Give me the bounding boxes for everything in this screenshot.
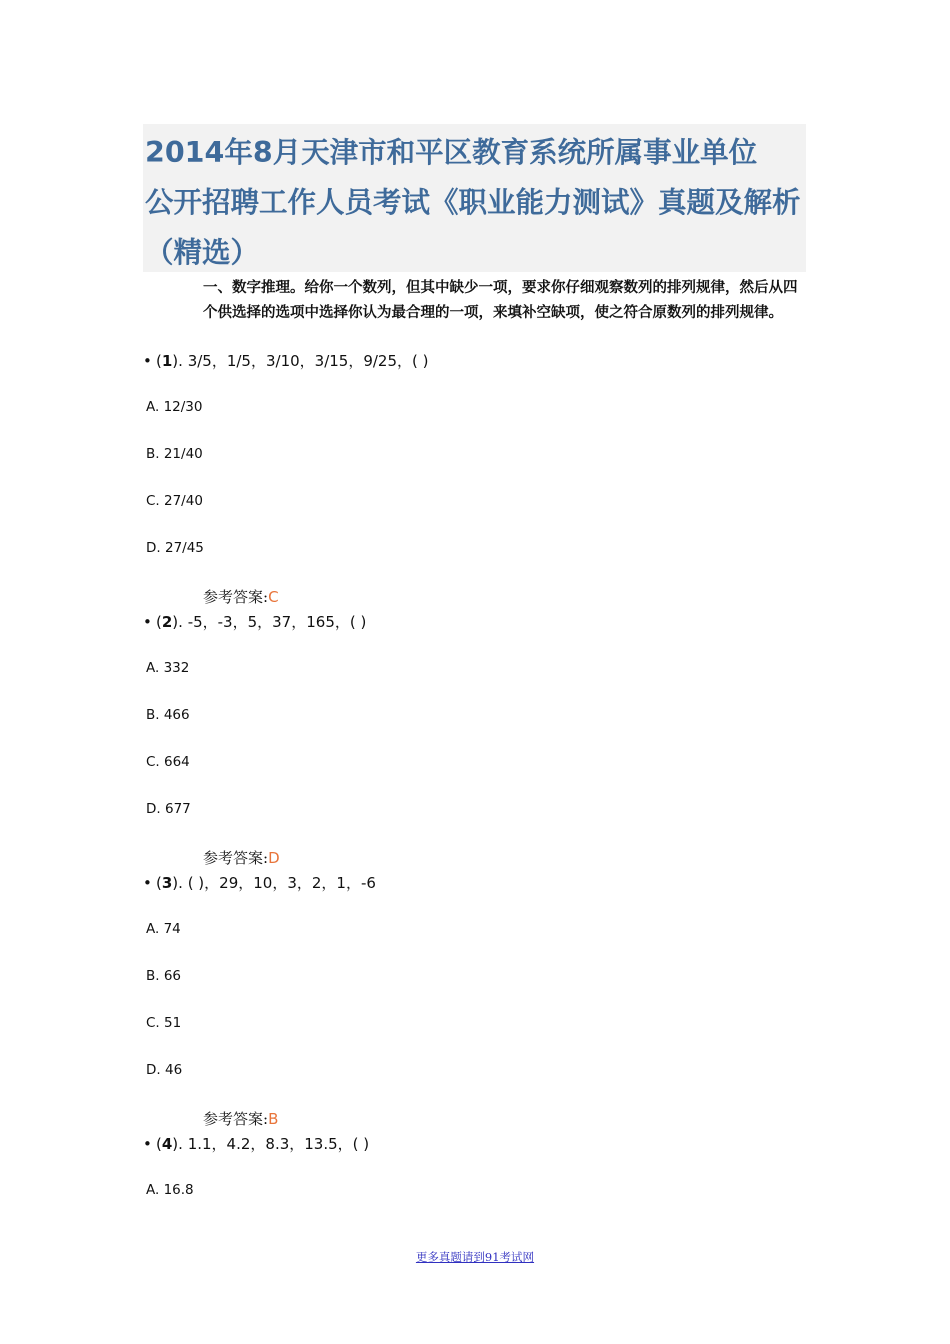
option-c: C. 51 (146, 1015, 182, 1031)
question-3: • (3). ( )，29，10，3，2，1，-6 (143, 874, 376, 892)
option-a: A. 12/30 (146, 399, 203, 415)
option-a: A. 332 (146, 660, 190, 676)
question-number: 2 (161, 613, 173, 631)
bullet-icon: • (143, 613, 152, 631)
section-instructions: 一、数字推理。给你一个数列，但其中缺少一项，要求你仔细观察数列的排列规律，然后从四个供选择的选项中选择你认为最合理的一项，来填补空缺项，使之符合原数列的排列规律。 (203, 279, 798, 321)
option-c: C. 664 (146, 754, 190, 770)
question-4: • (4). 1.1，4.2，8.3，13.5，( ) (143, 1135, 370, 1153)
option-a: A. 74 (146, 921, 181, 937)
answer-value: C (268, 588, 279, 606)
answer-label: 参考答案: (203, 1110, 269, 1128)
question-number: 4 (161, 1135, 173, 1153)
bullet-icon: • (143, 352, 152, 370)
answer-value: B (268, 1110, 279, 1128)
question-stem: 1.1，4.2，8.3，13.5，( ) (187, 1135, 370, 1153)
title-line-3: （精选） (145, 236, 260, 269)
question-1: • (1). 3/5，1/5，3/10，3/15，9/25，( ) (143, 352, 429, 370)
reference-answer (203, 586, 279, 607)
answer-label: 参考答案: (203, 588, 269, 606)
reference-answer (203, 1108, 278, 1129)
reference-answer (203, 847, 280, 868)
option-d: D. 46 (146, 1062, 183, 1078)
answer-value: D (268, 849, 280, 867)
bullet-icon: • (143, 1135, 152, 1153)
question-2: • (2). -5，-3，5，37，165，( ) (143, 613, 367, 631)
question-number: 3 (161, 874, 173, 892)
option-b: B. 66 (146, 968, 182, 984)
option-d: D. 27/45 (146, 540, 204, 556)
question-stem: ( )，29，10，3，2，1，-6 (187, 874, 376, 892)
option-b: B. 21/40 (146, 446, 203, 462)
question-number: 1 (161, 352, 173, 370)
option-b: B. 466 (146, 707, 190, 723)
footer-link[interactable]: 更多真题请到91考试网 (415, 1250, 535, 1264)
bullet-icon: • (143, 874, 152, 892)
question-stem: 3/5，1/5，3/10，3/15，9/25，( ) (187, 352, 429, 370)
option-a: A. 16.8 (146, 1182, 194, 1198)
option-d: D. 677 (146, 801, 191, 817)
option-c: C. 27/40 (146, 493, 203, 509)
title-line-2: 公开招聘工作人员考试《职业能力测试》真题及解析 (145, 186, 801, 219)
document-title (143, 124, 806, 272)
question-stem: -5，-3，5，37，165，( ) (187, 613, 367, 631)
title-line-1: 2014年8月天津市和平区教育系统所属事业单位 (145, 136, 758, 169)
answer-label: 参考答案: (203, 849, 269, 867)
